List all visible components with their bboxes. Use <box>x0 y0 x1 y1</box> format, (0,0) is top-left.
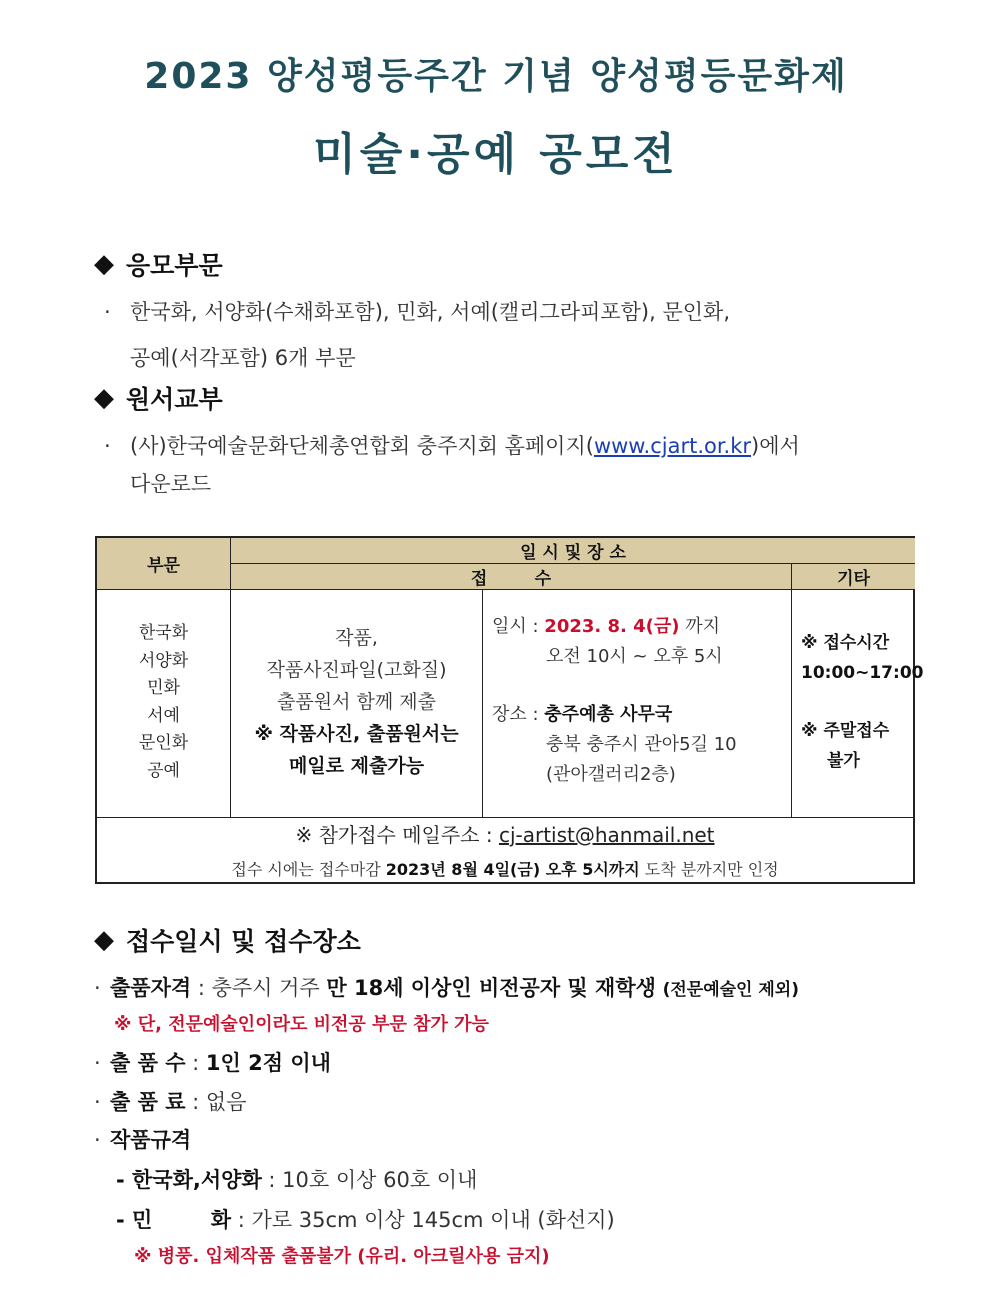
submit-items: 작품, 작품사진파일(고화질) 출품원서 함께 제출 ※ 작품사진, 출품원서는 메일로 제출가능 <box>254 627 459 777</box>
title-line-2: 미술·공예 공모전 <box>313 129 679 180</box>
category-item: 한국화 <box>138 623 189 643</box>
section-heading-categories: ◆ 응모부문 <box>94 249 223 280</box>
category-item: 서예 <box>147 705 180 726</box>
category-item: 민화 <box>147 678 180 698</box>
qualification-line: · 출품자격 : 충주시 거주 만 18세 이상인 비전공자 및 재학생 (전문예술인 제외) <box>94 976 799 1000</box>
mail-line: ※ 참가접수 메일주소 : cj-artist@hanmail.net <box>295 823 715 847</box>
section-heading-form: ◆ 원서교부 <box>94 383 223 414</box>
homepage-link[interactable]: www.cjart.or.kr <box>593 434 752 458</box>
header-category: 부문 <box>97 538 230 589</box>
category-list <box>97 620 230 785</box>
mail-address[interactable]: cj-artist@hanmail.net <box>498 823 715 847</box>
deadline-date: 2023. 8. 4(금) <box>544 616 680 637</box>
section-heading-receipt: ◆ 접수일시 및 접수장소 <box>94 925 361 956</box>
spec-item-1: - 한국화,서양화 : 10호 이상 60호 이내 <box>116 1168 478 1192</box>
schedule-table <box>95 536 924 884</box>
entry-fee-line: · 출 품 료 : 없음 <box>94 1090 247 1114</box>
header-etc: 기타 <box>792 564 915 589</box>
deadline-note: 접수 시에는 접수마감 2023년 8월 4일(금) 오후 5시까지 도착 분까지만 인정 <box>231 860 779 879</box>
entry-count-line: · 출 품 수 : 1인 2점 이내 <box>94 1051 331 1075</box>
diamond-bullet-icon: ◆ <box>94 249 114 279</box>
categories-line-1: · 한국화, 서양화(수채화포함), 민화, 서예(캘리그라피포함), 문인화, <box>104 300 730 324</box>
schedule-info: 일시 : 2023. 8. 4(금) 까지 오전 10시 ~ 오후 5시 장소 : 충주예총 사무국 충북 충주시 관아5길 10 (관아갤러리2층) <box>492 616 737 785</box>
diamond-bullet-icon: ◆ <box>94 383 114 413</box>
title-line-1: 2023 양성평등주간 기념 양성평등문화제 <box>144 56 848 97</box>
categories-line-2: 공예(서각포함) 6개 부문 <box>130 346 356 370</box>
form-line-1: · (사)한국예술문화단체총연합회 충주지회 홈페이지(www.cjart.or.kr)에서 <box>104 434 800 458</box>
qualification-note: ※ 단, 전문예술인이라도 비전공 부문 참가 가능 <box>114 1014 489 1035</box>
etc-info: ※ 접수시간 10:00~17:00 ※ 주말접수 불가 <box>801 633 924 771</box>
diamond-bullet-icon: ◆ <box>94 925 114 955</box>
spec-line: · 작품규격 <box>94 1128 192 1152</box>
header-receipt: 접 수 <box>231 564 791 589</box>
category-item: 문인화 <box>138 733 189 753</box>
header-schedule: 일 시 및 장 소 <box>231 538 915 563</box>
place-name: 충주예총 사무국 <box>544 704 673 725</box>
spec-item-2: - 민 화 : 가로 35cm 이상 145cm 이내 (화선지) <box>116 1208 615 1232</box>
form-line-2: 다운로드 <box>130 472 212 496</box>
category-item: 공예 <box>147 760 180 781</box>
spec-note: ※ 병풍. 입체작품 출품불가 (유리. 아크릴사용 금지) <box>134 1246 550 1267</box>
category-item: 서양화 <box>138 650 189 671</box>
